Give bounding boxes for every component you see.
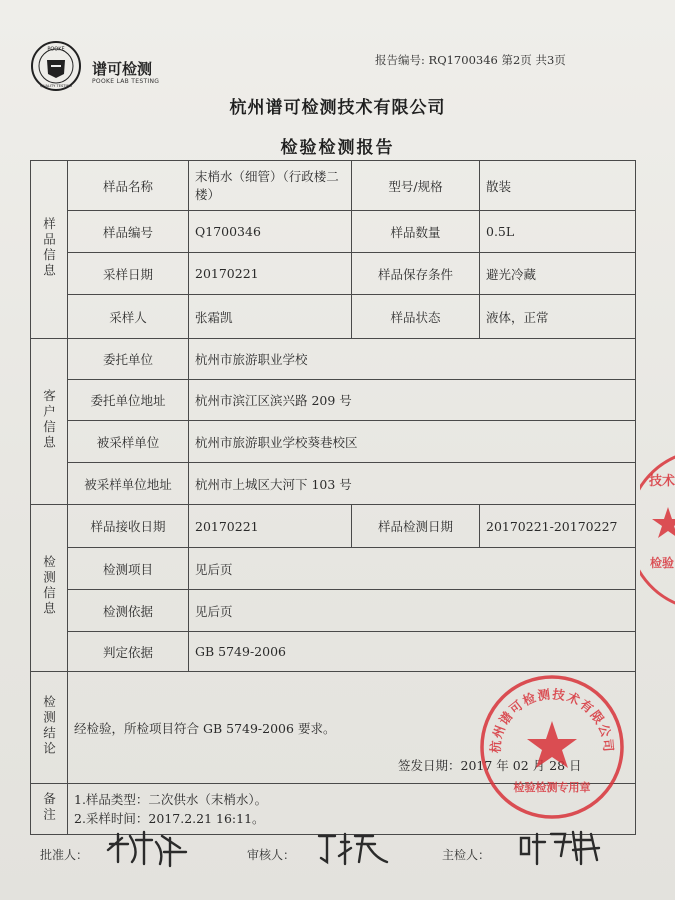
- section-label: 客户信息: [41, 388, 57, 451]
- test-basis-value: 见后页: [189, 590, 636, 632]
- sampled-address-label: 被采样单位地址: [68, 463, 189, 505]
- section-customer-info: [31, 339, 68, 505]
- table-row: [31, 253, 636, 295]
- receive-date-value: 20170221: [189, 505, 352, 548]
- sampler-label: 采样人: [68, 295, 189, 339]
- sampled-unit-value: 杭州市旅游职业学校葵巷校区: [189, 421, 636, 463]
- sample-id-value: Q1700346: [189, 211, 352, 253]
- sampled-address-value: 杭州市上城区大河下 103 号: [189, 463, 636, 505]
- table-row: [31, 211, 636, 253]
- sample-model-value: 散装: [480, 161, 636, 211]
- sample-qty-value: 0.5L: [480, 211, 636, 253]
- sample-name-label: 样品名称: [68, 161, 189, 211]
- sample-id-label: 样品编号: [68, 211, 189, 253]
- table-row: [31, 548, 636, 590]
- table-row: [31, 505, 636, 548]
- table-row: [31, 161, 636, 211]
- sample-name-value: 末梢水（细管）（行政楼二楼）: [189, 161, 352, 211]
- test-items-value: 见后页: [189, 548, 636, 590]
- section-sample-info: [31, 161, 68, 339]
- storage-label: 样品保存条件: [352, 253, 480, 295]
- judge-basis-value: GB 5749-2006: [189, 632, 636, 672]
- sample-state-value: 液体，正常: [480, 295, 636, 339]
- sample-state-label: 样品状态: [352, 295, 480, 339]
- conclusion-text: 经检验，所检项目符合 GB 5749-2006 要求。: [74, 720, 336, 736]
- logo-bottom-text: QUALITY TESTING: [40, 84, 72, 88]
- sampler-value: 张霜凯: [189, 295, 352, 339]
- client-address-label: 委托单位地址: [68, 380, 189, 421]
- partial-seal-text-2: 检验: [649, 556, 675, 570]
- logo-top-text: POOKE: [47, 46, 65, 53]
- approver-signature: [100, 822, 192, 870]
- seal-ring-text: 杭州谱可检测技术有限公司: [487, 686, 617, 754]
- table-row: [31, 380, 636, 421]
- section-label: 样品信息: [41, 216, 57, 279]
- remark-line-2: 2.采样时间：2017.2.21 16:11。: [74, 811, 265, 826]
- remark-line-1: 1.样品类型：二次供水（末梢水）。: [74, 792, 268, 807]
- storage-value: 避光冷藏: [480, 253, 636, 295]
- table-row: [31, 632, 636, 672]
- sample-qty-label: 样品数量: [352, 211, 480, 253]
- seal-star-icon: [527, 721, 577, 768]
- section-label: 检测信息: [41, 555, 57, 617]
- table-row: [31, 590, 636, 632]
- section-label: 检测结论: [41, 694, 57, 757]
- section-testing-info: [31, 505, 68, 672]
- judge-basis-label: 判定依据: [68, 632, 189, 672]
- section-label: 备注: [41, 791, 57, 823]
- client-address-value: 杭州市滨江区滨兴路 209 号: [189, 380, 636, 421]
- approver-label: 批准人：: [40, 848, 89, 862]
- seal-bottom-text: 检验检测专用章: [513, 781, 591, 794]
- sample-model-label: 型号/规格: [352, 161, 480, 211]
- table-row: [31, 295, 636, 339]
- reviewer-label: 审核人：: [247, 848, 296, 862]
- test-items-label: 检测项目: [68, 548, 189, 590]
- sampling-date-label: 采样日期: [68, 253, 189, 295]
- brand-subtitle: POOKE LAB TESTING: [92, 78, 160, 85]
- report-number: 报告编号: RQ1700346 第2页 共3页: [375, 53, 566, 67]
- inspector-label: 主检人：: [442, 848, 491, 862]
- sign-date: 签发日期：2017 年 02 月 28 日: [398, 758, 582, 773]
- official-seal-stamp: [478, 673, 626, 821]
- client-label: 委托单位: [68, 339, 189, 380]
- table-row: [31, 463, 636, 505]
- partial-seal-stamp: [640, 455, 675, 605]
- partial-seal-star-icon: [652, 507, 675, 538]
- table-row: [31, 339, 636, 380]
- test-basis-label: 检测依据: [68, 590, 189, 632]
- sampled-unit-label: 被采样单位: [68, 421, 189, 463]
- test-date-label: 样品检测日期: [352, 505, 480, 548]
- section-remarks: [31, 784, 68, 835]
- test-date-value: 20170221-20170227: [480, 505, 636, 548]
- pooke-logo-icon: [30, 40, 82, 92]
- sampling-date-value: 20170221: [189, 253, 352, 295]
- reviewer-signature: [315, 822, 397, 868]
- inspector-signature: [515, 820, 607, 866]
- client-value: 杭州市旅游职业学校: [189, 339, 636, 380]
- document-title: 检验检测报告: [280, 138, 395, 158]
- table-row: [31, 421, 636, 463]
- section-conclusion: [31, 672, 68, 784]
- partial-seal-text-1: 技术: [648, 474, 675, 489]
- brand-name: 谱可检测: [92, 60, 153, 78]
- receive-date-label: 样品接收日期: [68, 505, 189, 548]
- company-name: 杭州谱可检测技术有限公司: [229, 98, 446, 118]
